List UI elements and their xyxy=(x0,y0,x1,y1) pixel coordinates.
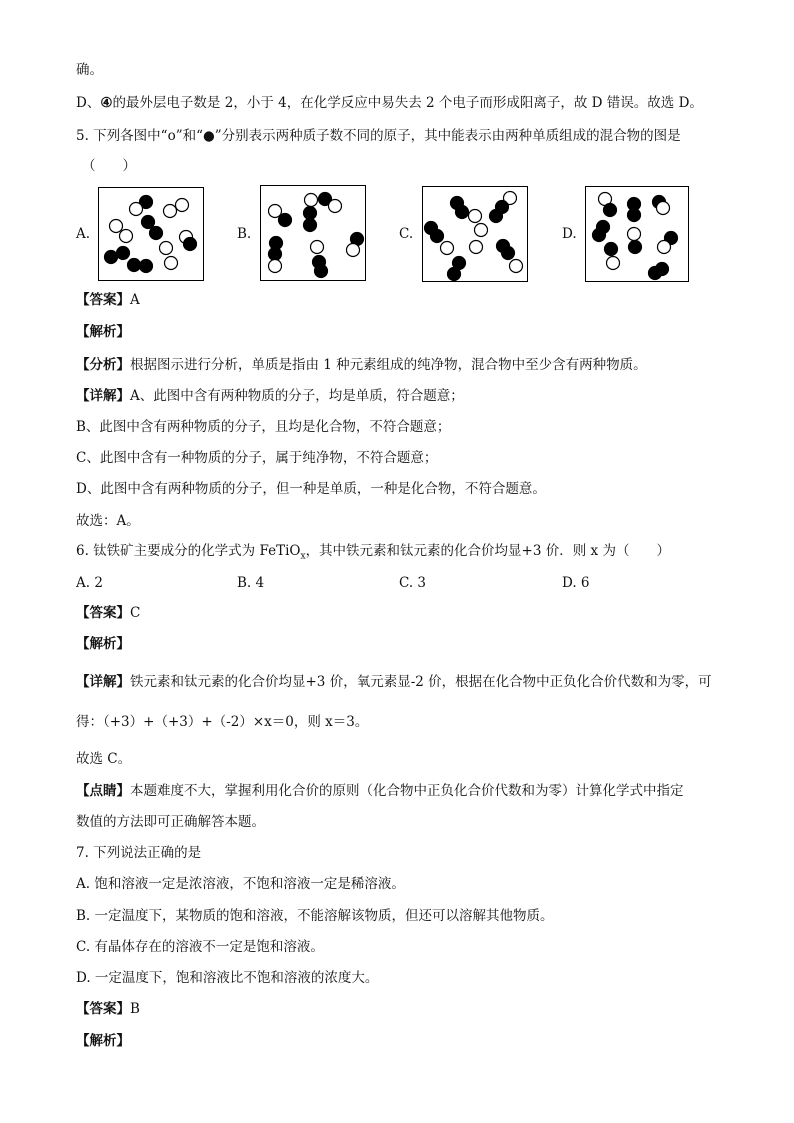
detail-5d: D、此图中含有两种物质的分子，但一种是单质，一种是化合物，不符合题意。 xyxy=(76,481,546,497)
figure-label-b: B. xyxy=(237,226,252,242)
option-prefix: D、 xyxy=(76,95,101,111)
option-d: D. 6 xyxy=(562,575,590,591)
text-span: 根据图示进行分析，单质是指由 1 种元素组成的纯净物，混合物中至少含有两种物质。 xyxy=(130,357,647,373)
figure-d xyxy=(585,186,689,282)
answer-5 xyxy=(76,290,140,310)
circled-number: ④ xyxy=(100,95,113,111)
xiangjie-tag: 【详解】 xyxy=(76,674,130,690)
detail-6b: 得：（+3）+（+3）+（-2）×x＝0，则 x＝3。 xyxy=(76,714,369,730)
answer-tag: 【答案】 xyxy=(76,292,130,308)
xiangjie-tag: 【详解】 xyxy=(76,388,130,404)
figure-label-a: A. xyxy=(76,226,91,242)
option-b: B. 4 xyxy=(237,575,265,591)
subscript: x xyxy=(300,551,306,562)
text-span: 的最外层电子数是 2，小于 4，在化学反应中易失去 2 个电子而形成阳离子，故 D 错误。故选 D。 xyxy=(112,95,703,111)
analysis-tag: 【解析】 xyxy=(76,324,130,340)
dianjing-tag: 【点睛】 xyxy=(76,783,130,799)
answer-tag: 【答案】 xyxy=(76,1001,130,1017)
detail-5a xyxy=(76,386,464,406)
detail-5c: C、此图中含有一种物质的分子，属于纯净物，不符合题意； xyxy=(76,450,438,466)
figure-label-c: C. xyxy=(399,226,414,242)
answer-value: A xyxy=(130,292,140,308)
tip-6b: 数值的方法即可正确解答本题。 xyxy=(76,814,265,830)
answer-6 xyxy=(76,603,140,623)
answer-value: C xyxy=(130,605,141,621)
figure-a xyxy=(98,187,204,281)
figure-c xyxy=(422,186,528,282)
text-span: 6. 钛铁矿主要成分的化学式为 FeTiO xyxy=(76,543,301,559)
option-7a: A. 饱和溶液一定是浓溶液，不饱和溶液一定是稀溶液。 xyxy=(76,876,405,892)
text-line xyxy=(76,93,703,113)
analysis-5 xyxy=(76,355,647,375)
answer-value: B xyxy=(130,1001,140,1017)
conclusion-5: 故选：A。 xyxy=(76,513,140,529)
option-a: A. 2 xyxy=(76,575,103,591)
analysis-tag: 【解析】 xyxy=(76,1033,130,1049)
detail-6a xyxy=(76,672,712,692)
analysis-tag: 【解析】 xyxy=(76,636,130,652)
answer-7 xyxy=(76,999,140,1019)
text-span: ，其中铁元素和钛元素的化合价均显+3 价．则 x 为（ ） xyxy=(305,543,670,559)
fenxi-tag: 【分析】 xyxy=(76,357,130,373)
text-span: 本题难度不大，掌握利用化合价的原则（化合物中正负化合价代数和为零）计算化学式中指定 xyxy=(130,783,684,799)
option-c: C. 3 xyxy=(399,575,427,591)
answer-tag: 【答案】 xyxy=(76,605,130,621)
option-7c: C. 有晶体存在的溶液不一定是饱和溶液。 xyxy=(76,939,324,955)
question-7: 7. 下列说法正确的是 xyxy=(76,845,202,861)
text-line: 确。 xyxy=(76,62,103,78)
figure-label-d: D. xyxy=(562,226,577,242)
detail-5b: B、此图中含有两种物质的分子，且均是化合物，不符合题意； xyxy=(76,419,451,435)
tip-6a xyxy=(76,781,684,801)
option-7d: D. 一定温度下，饱和溶液比不饱和溶液的浓度大。 xyxy=(76,970,379,986)
conclusion-6: 故选 C。 xyxy=(76,751,132,767)
text-span: 铁元素和钛元素的化合价均显+3 价，氧元素显-2 价，根据在化合物中正负化合价代数和为零，可 xyxy=(130,674,712,690)
text-span: A、此图中含有两种物质的分子，均是单质，符合题意； xyxy=(130,388,464,404)
question-5-blank: （ ） xyxy=(82,158,136,174)
figure-b xyxy=(260,185,366,281)
question-6 xyxy=(76,541,670,567)
option-7b: B. 一定温度下，某物质的饱和溶液，不能溶解该物质，但还可以溶解其他物质。 xyxy=(76,908,554,924)
question-5: 5. 下列各图中“o”和“●”分别表示两种质子数不同的原子，其中能表示由两种单质组成的混合物的图是 xyxy=(76,128,681,144)
